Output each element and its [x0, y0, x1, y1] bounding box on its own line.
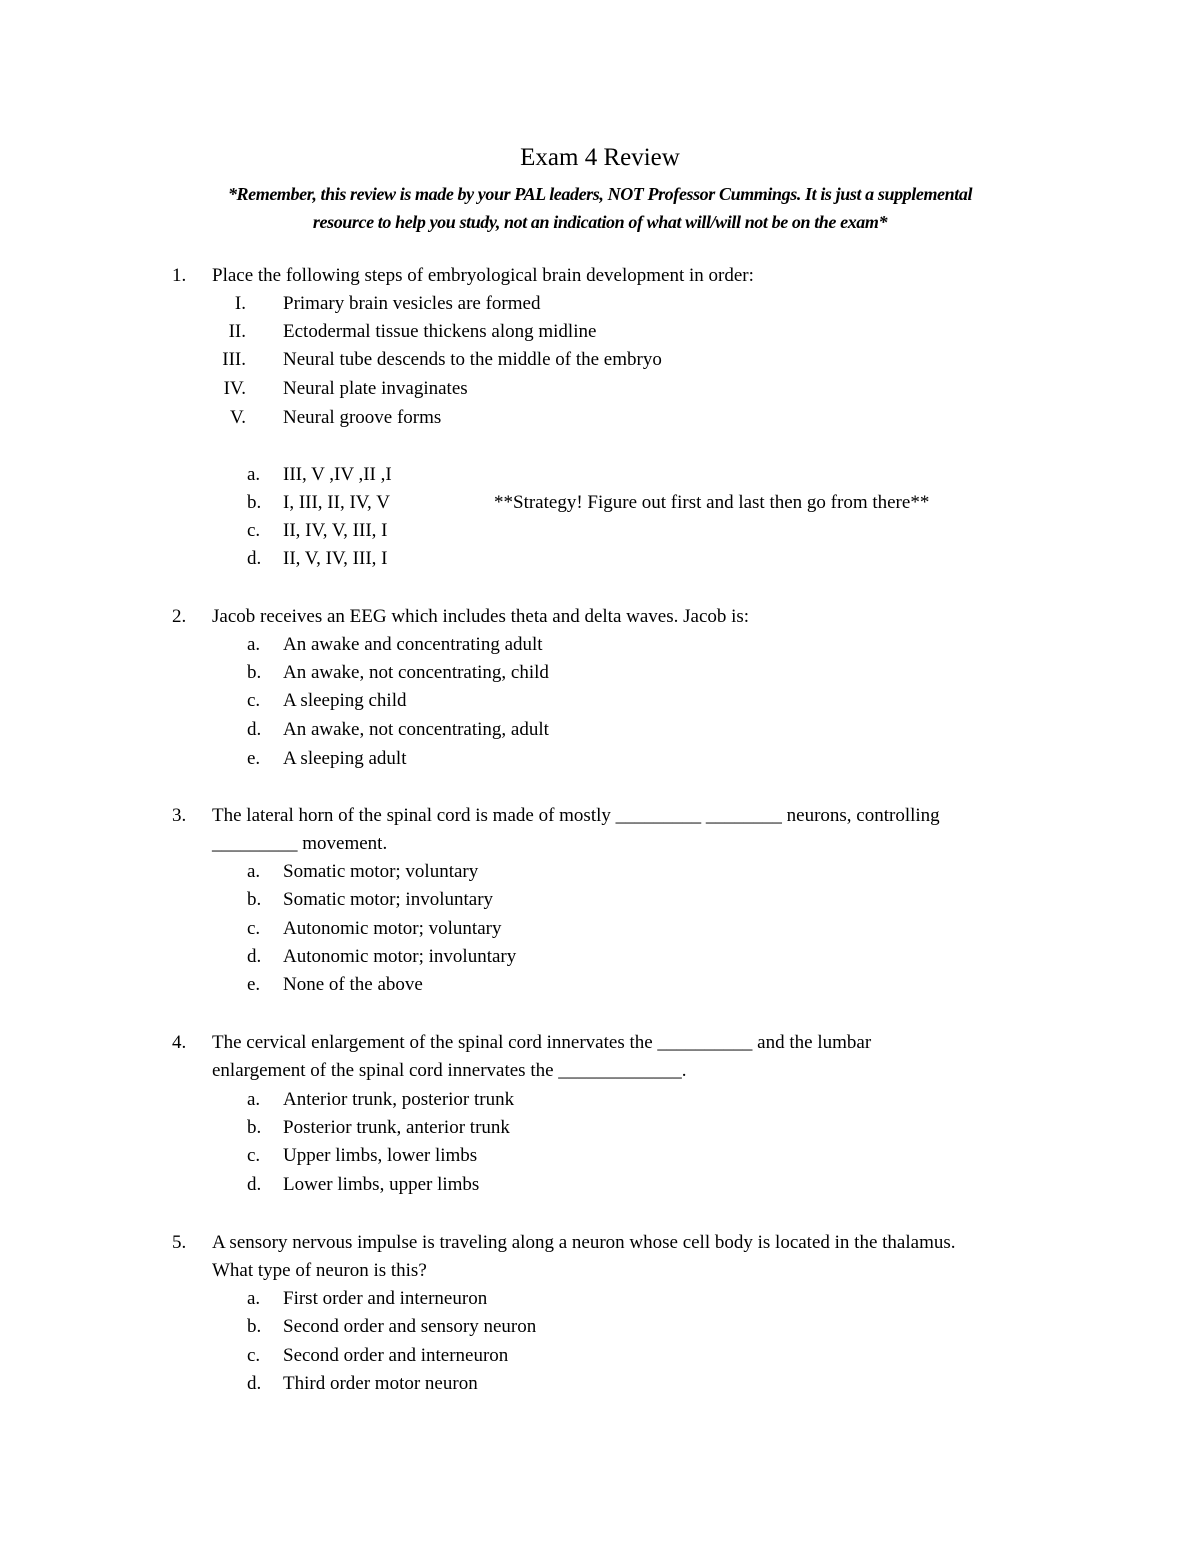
option-letter: a. [247, 634, 261, 655]
question-number: 5. [172, 1232, 187, 1253]
step-numeral: II. [228, 321, 246, 342]
step-numeral: III. [222, 349, 246, 370]
question-number: 2. [172, 606, 187, 627]
disclaimer [100, 180, 1100, 236]
option-text: An awake and concentrating adult [283, 634, 543, 655]
option-text: Autonomic motor; voluntary [283, 918, 502, 939]
option-text: Lower limbs, upper limbs [283, 1174, 480, 1195]
option-text: Third order motor neuron [283, 1373, 478, 1394]
option-text: Posterior trunk, anterior trunk [283, 1117, 510, 1138]
question-text: Place the following steps of embryological brain development in order: [212, 265, 754, 286]
question-number: 1. [172, 265, 187, 286]
option-letter: d. [247, 719, 262, 740]
option-letter: b. [247, 1117, 262, 1138]
step-text: Ectodermal tissue thickens along midline [283, 321, 597, 342]
question-text: _________ movement. [212, 833, 388, 854]
step-text: Neural groove forms [283, 407, 442, 428]
question-text: enlargement of the spinal cord innervates the _____________. [212, 1060, 687, 1081]
strategy-note: **Strategy! Figure out first and last then go from there** [494, 492, 930, 513]
question-number: 4. [172, 1032, 187, 1053]
step-numeral: I. [234, 293, 246, 314]
option-text: First order and interneuron [283, 1288, 488, 1309]
option-letter: c. [247, 918, 261, 939]
option-text: Second order and sensory neuron [283, 1316, 537, 1337]
disclaimer-line: *Remember, this review is made by your PAL leaders, NOT Professor Cummings. It is just a supplemental [227, 184, 973, 204]
option-text: An awake, not concentrating, adult [283, 719, 549, 740]
option-letter: b. [247, 1316, 262, 1337]
option-letter: b. [247, 492, 262, 513]
option-text: Somatic motor; voluntary [283, 861, 479, 882]
option-letter: e. [247, 748, 261, 769]
option-text: Autonomic motor; involuntary [283, 946, 517, 967]
option-letter: c. [247, 520, 261, 541]
disclaimer-line: resource to help you study, not an indication of what will/will not be on the exam* [312, 212, 888, 232]
option-text: None of the above [283, 974, 423, 995]
option-letter: e. [247, 974, 261, 995]
question-text: The cervical enlargement of the spinal cord innervates the __________ and the lumbar [212, 1032, 872, 1053]
option-letter: c. [247, 690, 261, 711]
option-letter: c. [247, 1345, 261, 1366]
question-text: What type of neuron is this? [212, 1260, 427, 1281]
option-text: Anterior trunk, posterior trunk [283, 1089, 515, 1110]
step-text: Neural tube descends to the middle of the embryo [283, 349, 662, 370]
question-text: Jacob receives an EEG which includes theta and delta waves. Jacob is: [212, 606, 750, 627]
question-text: The lateral horn of the spinal cord is made of mostly _________ ________ neurons, controlling [212, 805, 940, 826]
option-letter: d. [247, 1174, 262, 1195]
option-text: A sleeping adult [283, 748, 407, 769]
option-letter: a. [247, 1288, 261, 1309]
question-number: 3. [172, 805, 187, 826]
option-text: Upper limbs, lower limbs [283, 1145, 478, 1166]
option-letter: b. [247, 662, 262, 683]
option-text: II, IV, V, III, I [283, 520, 388, 541]
option-text: A sleeping child [283, 690, 407, 711]
option-letter: d. [247, 1373, 262, 1394]
step-numeral: IV. [223, 378, 246, 399]
option-letter: a. [247, 1089, 261, 1110]
option-text: I, III, II, IV, V [283, 492, 390, 513]
step-text: Neural plate invaginates [283, 378, 468, 399]
option-text: Somatic motor; involuntary [283, 889, 494, 910]
step-text: Primary brain vesicles are formed [283, 293, 541, 314]
option-letter: d. [247, 946, 262, 967]
question-text: A sensory nervous impulse is traveling along a neuron whose cell body is located in the thalamus. [212, 1232, 956, 1253]
step-numeral: V. [229, 407, 246, 428]
option-letter: b. [247, 889, 262, 910]
option-letter: a. [247, 464, 261, 485]
page-title: Exam 4 Review [520, 144, 680, 171]
option-text: III, V ,IV ,II ,I [283, 464, 392, 485]
option-letter: a. [247, 861, 261, 882]
option-text: An awake, not concentrating, child [283, 662, 549, 683]
option-letter: c. [247, 1145, 261, 1166]
option-text: Second order and interneuron [283, 1345, 509, 1366]
option-letter: d. [247, 548, 262, 569]
option-text: II, V, IV, III, I [283, 548, 388, 569]
